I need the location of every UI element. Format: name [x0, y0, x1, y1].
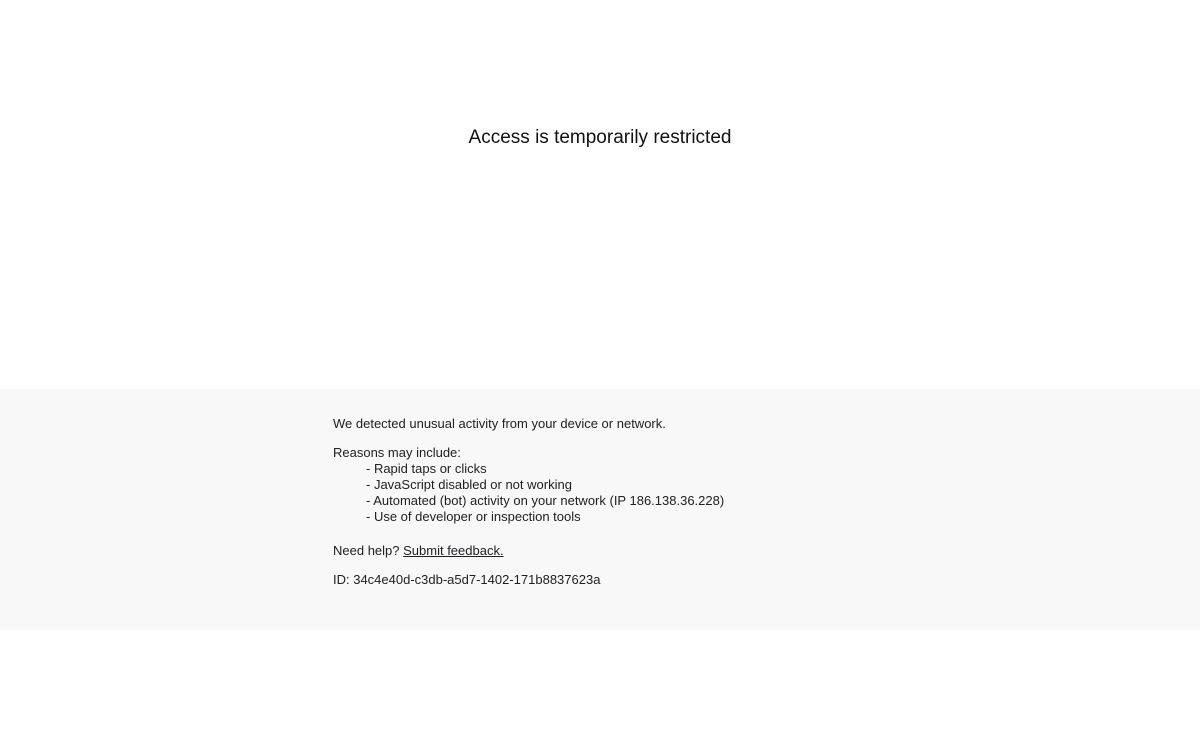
- submit-feedback-link[interactable]: Submit feedback.: [403, 543, 504, 558]
- reason-item: - Use of developer or inspection tools: [366, 509, 581, 524]
- info-content: [333, 416, 893, 588]
- page-title: Access is temporarily restricted: [468, 127, 732, 148]
- help-prefix: Need help?: [333, 543, 404, 558]
- reason-item: - Automated (bot) activity on your network (IP 186.138.36.228): [366, 493, 725, 508]
- detected-message: We detected unusual activity from your device or network.: [333, 416, 666, 431]
- info-band: [0, 389, 1200, 630]
- help-line: [333, 543, 893, 559]
- request-id: ID: 34c4e40d-c3db-a5d7-1402-171b8837623a: [333, 572, 601, 587]
- reasons-list: [333, 461, 893, 525]
- reason-item: - JavaScript disabled or not working: [366, 477, 572, 492]
- reason-item: - Rapid taps or clicks: [366, 461, 487, 476]
- reasons-heading: Reasons may include:: [333, 445, 461, 460]
